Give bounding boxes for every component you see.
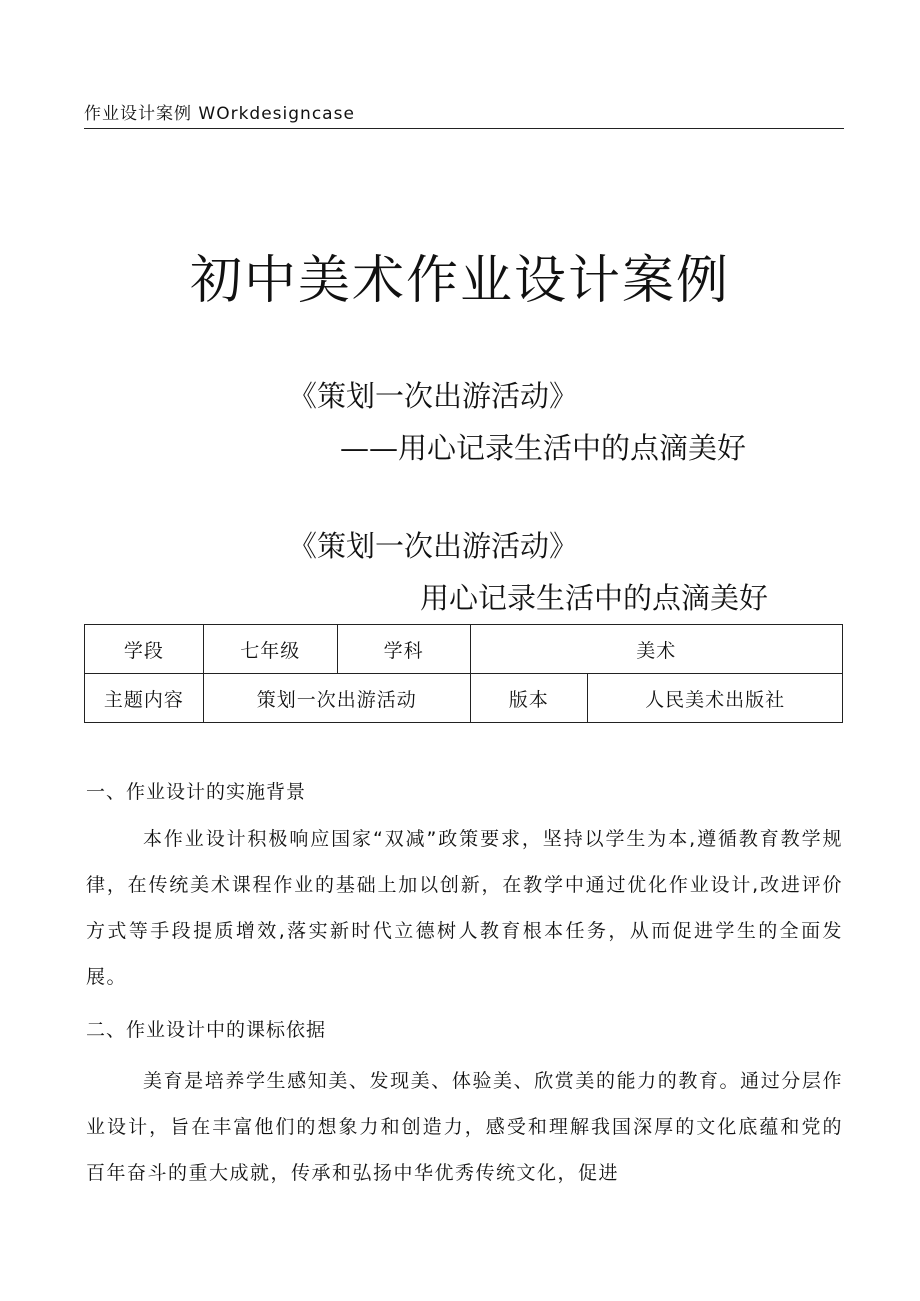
section-paragraph-background: 本作业设计积极响应国家“双减”政策要求，坚持以学生为本,遵循教育教学规律，在传统美术课程作业的基础上加以创新，在教学中通过优化作业设计,改进评价方式等手段提质增效,落实新时代立德树人教育根本任务，从而促进学生的全面发展。 [86, 828, 843, 988]
document-title: 初中美术作业设计案例 [189, 251, 730, 311]
label-theme: 主题内容 [85, 674, 204, 723]
subtitle-line-1: 《策划一次出游活动》 [288, 379, 579, 413]
subtitle-line-3: 《策划一次出游活动》 [288, 529, 579, 563]
label-subject: 学科 [337, 625, 470, 674]
course-info-table [84, 624, 843, 723]
section-heading-background: 一、作业设计的实施背景 [86, 781, 307, 803]
label-stage: 学段 [85, 625, 204, 674]
table-row [85, 674, 843, 723]
label-edition: 版本 [470, 674, 588, 723]
page-header [84, 100, 844, 129]
value-stage: 七年级 [203, 625, 337, 674]
subtitle-line-4: 用心记录生活中的点滴美好 [420, 581, 769, 615]
table-row [85, 625, 843, 674]
value-edition: 人民美术出版社 [588, 674, 843, 723]
value-subject: 美术 [470, 625, 842, 674]
section-paragraph-curriculum-basis: 美育是培养学生感知美、发现美、体验美、欣赏美的能力的教育。通过分层作业设计，旨在丰富他们的想象力和创造力，感受和理解我国深厚的文化底蕴和党的百年奋斗的重大成就，传承和弘扬中华优秀传统文化，促进 [86, 1070, 843, 1184]
header-text: 作业设计案例 WOrkdesigncase [84, 104, 355, 124]
section-heading-curriculum-basis: 二、作业设计中的课标依据 [86, 1019, 327, 1041]
value-theme: 策划一次出游活动 [203, 674, 470, 723]
subtitle-line-2: ——用心记录生活中的点滴美好 [340, 431, 747, 465]
